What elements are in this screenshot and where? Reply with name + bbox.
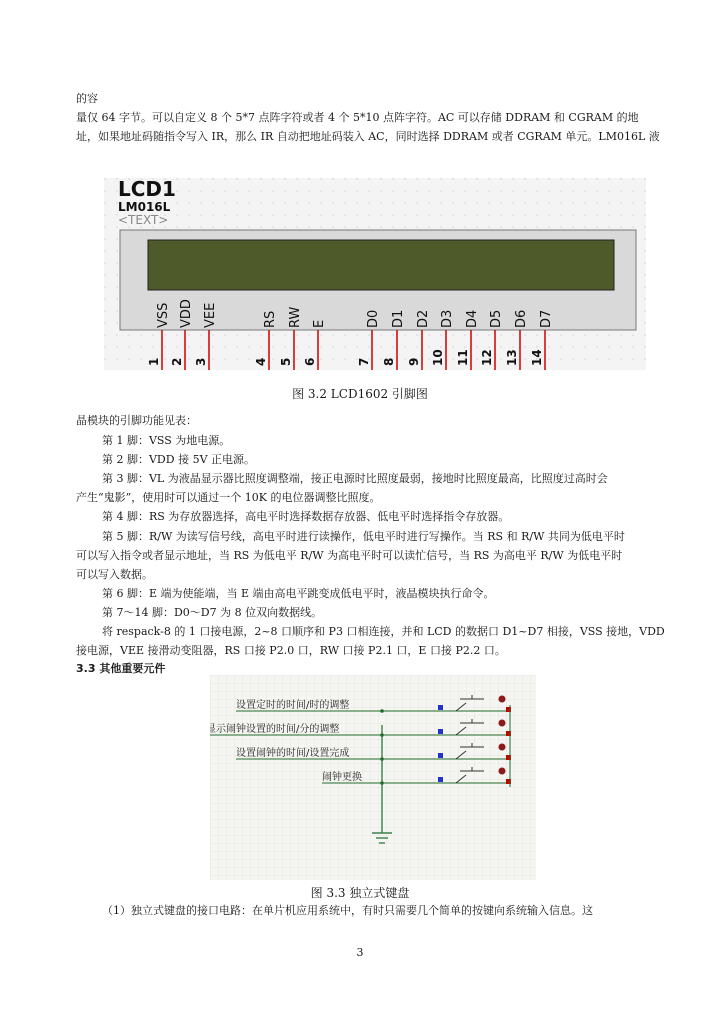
key-pin-marker (438, 753, 443, 758)
key-label: 闹钟更换 (322, 772, 362, 783)
text-line: 接电源，VEE 接滑动变阻器，RS 口接 P2.0 口，RW 口接 P2.1 口，E 口接 P2.2 口。 (76, 644, 506, 657)
pin-label: D7 (539, 309, 554, 328)
pin-number: 8 (382, 357, 396, 366)
key-pin-marker (438, 705, 443, 710)
lcd-pinout-figure (104, 178, 646, 370)
text-line: 量仅 64 字节。可以自定义 8 个 5*7 点阵字符或者 4 个 5*10 点阵字符。AC 可以存储 DDRAM 和 CGRAM 的地 (76, 111, 639, 124)
lcd-model: LM016L (118, 200, 171, 214)
pin-number: 13 (505, 349, 519, 366)
pin-number: 2 (170, 357, 184, 366)
pin-label: RS (263, 310, 278, 328)
pin-number: 10 (431, 349, 445, 366)
pin-number: 1 (147, 357, 161, 366)
text-line: 第 2 脚：VDD 接 5V 正电源。 (102, 453, 256, 466)
text-line: 将 respack-8 的 1 口接电源，2~8 口顺序和 P3 口相连接，并和 LCD 的数据口 D1~D7 相接，VSS 接地，VDD (102, 625, 665, 638)
pin-number: 9 (407, 357, 421, 366)
pin-label: VEE (203, 302, 218, 328)
text-line: 第 4 脚：RS 为存放器选择，高电平时选择数据存放器、低电平时选择指令存放器。 (102, 510, 510, 523)
text-line: 第 5 脚：R/W 为读写信号线，高电平时进行读操作，低电平时进行写操作。当 RS 和 R/W 共同为低电平时 (102, 530, 625, 543)
text-line: 可以写入数据。 (76, 568, 153, 581)
pin-label: D2 (416, 309, 431, 328)
figure-caption: 图 3.3 独立式键盘 (310, 886, 410, 900)
pin-number: 4 (254, 357, 268, 366)
key-label: 显示闹钟设置的时间/分的调整 (210, 724, 340, 735)
key-pin-marker (438, 729, 443, 734)
pin-label: D5 (489, 309, 504, 328)
pin-number: 14 (530, 349, 544, 366)
pin-number: 7 (357, 357, 371, 366)
pin-number: 3 (194, 357, 208, 366)
text-line: 址，如果地址码随指令写入 IR，那么 IR 自动把地址码装入 AC，同时选择 DDRAM 或者 CGRAM 单元。LM016L 液 (76, 130, 660, 143)
lcd-title: LCD1 (118, 178, 176, 201)
figure-caption: 图 3.2 LCD1602 引脚图 (292, 387, 428, 401)
page-number: 3 (356, 946, 364, 959)
pin-label: D3 (440, 309, 455, 328)
keyboard-schematic (210, 675, 536, 880)
text-line: 第 7～14 脚：D0～D7 为 8 位双向数据线。 (102, 606, 323, 619)
text-line: 第 6 脚：E 端为使能端，当 E 端由高电平跳变成低电平时，液晶模块执行命令。 (102, 587, 495, 600)
lcd-text-tag: <TEXT> (118, 213, 169, 227)
text-line: 第 1 脚：VSS 为地电源。 (102, 434, 231, 447)
key-pin-marker (438, 777, 443, 782)
pin-label: RW (288, 306, 303, 328)
text-line: 的容 (76, 92, 98, 105)
section-heading: 3.3 其他重要元件 (76, 662, 166, 675)
pin-label: D4 (465, 309, 480, 328)
text-line: 产生“鬼影”，使用时可以通过一个 10K 的电位器调整比照度。 (76, 491, 381, 504)
key-label: 设置定时的时间/时的调整 (236, 700, 350, 711)
pin-number: 11 (456, 349, 470, 366)
pin-label: D1 (391, 309, 406, 328)
keyboard-figure (210, 675, 536, 880)
pin-number: 12 (480, 349, 494, 366)
text-line: 第 3 脚：VL 为液晶显示器比照度调整端，接正电源时比照度最弱，接地时比照度最高，比照度过高时会 (102, 472, 608, 485)
pin-label: D6 (514, 309, 529, 328)
pin-label: E (312, 319, 327, 328)
text-line: 可以写入指令或者显示地址，当 RS 为低电平 R/W 为高电平时可以读忙信号，当 RS 为高电平 R/W 为低电平时 (76, 549, 623, 562)
key-label: 设置闹钟的时间/设置完成 (236, 748, 350, 759)
pin-number: 6 (303, 357, 317, 366)
pin-number: 5 (279, 357, 293, 366)
pin-label: VSS (156, 302, 171, 328)
lcd-screen (148, 240, 614, 290)
pin-label: D0 (366, 309, 381, 328)
pin-label: VDD (179, 299, 194, 328)
text-line: （1）独立式键盘的接口电路：在单片机应用系统中，有时只需要几个简单的按键向系统输入信息。这 (102, 904, 593, 917)
lcd-schematic (104, 178, 646, 370)
text-line: 晶模块的引脚功能见表： (76, 414, 197, 427)
